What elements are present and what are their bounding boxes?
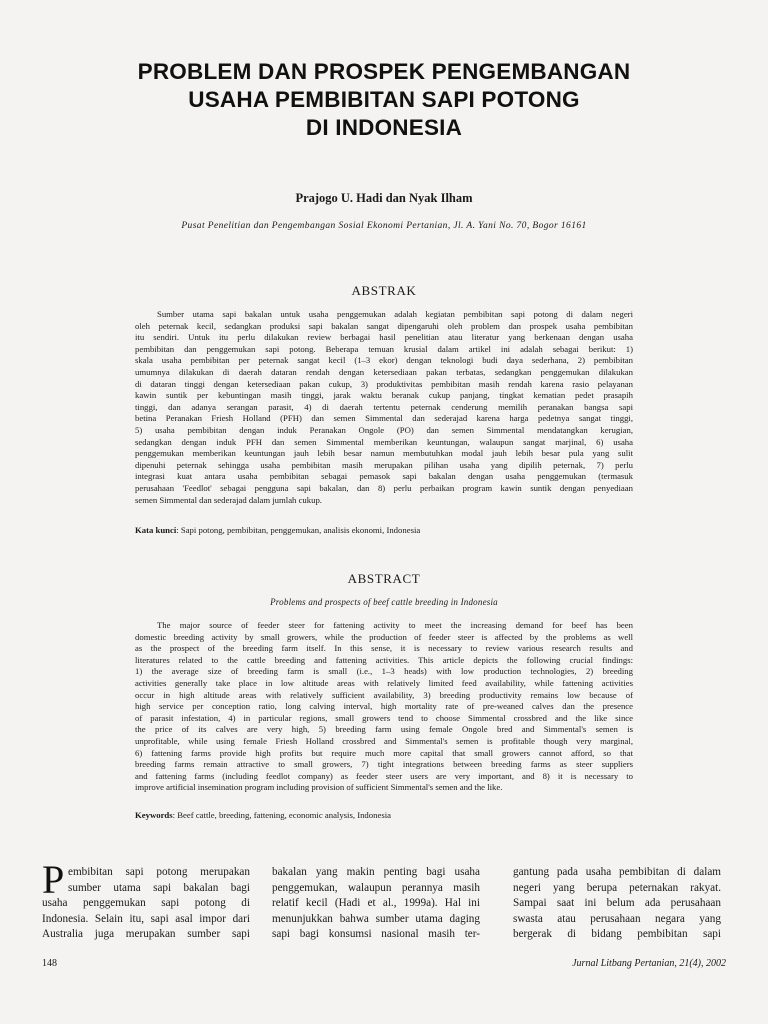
abstract-line: occur in high altitude areas with relatively sufficient availability, 3) breeding productivity remains low because of [135, 689, 633, 700]
abstract-line: the price of its calves are very high, 5) breeding farm using female Ongole bred and Simmental's semen is [135, 724, 633, 735]
abstrak-line: semen Simmental dan sederajad dalam jumlah cukup. [135, 494, 322, 505]
abstrak-line: dipenuhi peternak sehingga usaha pembibitan masih merupakan pilihan usaha yang dipilih peternak, 7) perlu [135, 459, 633, 470]
authors: Prajogo U. Hadi dan Nyak Ilham [295, 191, 473, 205]
abstrak-line: Sumber utama sapi bakalan untuk usaha penggemukan adalah kegiatan pembibitan sapi potong di dalam negeri [157, 309, 633, 319]
paper-title [60, 58, 708, 142]
abstrak-line: integrasi kuat antara usaha pembibitan sebagai pemasok sapi bakalan dengan usaha penggemukan (termasuk [135, 471, 633, 482]
abstrak-line: di dataran tinggi dengan ketersediaan pakan cukup, 3) produktivitas pembibitan masih rendah karena rasio pelayanan [135, 378, 633, 389]
body-line: Sampai saat ini belum ada perusahaan [513, 897, 721, 910]
abstract-subtitle: Problems and prospects of beef cattle breeding in Indonesia [270, 597, 498, 607]
body-line: swasta atau perusahaan negara yang [513, 912, 721, 925]
keywords-text: : Beef cattle, breeding, fattening, economic analysis, Indonesia [172, 810, 391, 820]
abstract-body [135, 620, 633, 794]
abstract-heading: ABSTRACT [347, 571, 421, 586]
abstrak-line: penggemukan memberikan keuntungan jauh lebih besar namun membutuhkan modal jauh lebih besar pula yang sulit [135, 448, 633, 459]
abstract-line: breeding farms remain attractive to small growers, 7) tight integrations between breeding farms as steer suppliers [135, 759, 633, 770]
body-column-2 [272, 865, 480, 943]
abstract-line: The major source of feeder steer for fattening activity to meet the increasing demand for beef has been [157, 620, 633, 630]
abstrak-heading: ABSTRAK [351, 283, 417, 298]
body-line: sapi bagi konsumsi nasional masih ter- [272, 928, 480, 941]
affiliation: Pusat Penelitian dan Pengembangan Sosial Ekonomi Pertanian, Jl. A. Yani No. 70, Bogor 16161 [181, 221, 587, 231]
abstrak-line: kawin suntik per kebuntingan masih tinggi, jarak waktu beranak cukup panjang, tingkat kematian pedet prasapih [135, 390, 633, 401]
abstrak-line: pembibitan dan penggemukan sapi potong. Beberapa temuan krusial dalam artikel ini adalah sebagai berikut: 1) [135, 343, 633, 354]
body-line: menunjukkan bahwa sumber utama daging [272, 912, 480, 925]
title-line: PROBLEM DAN PROSPEK PENGEMBANGAN [137, 59, 631, 84]
abstract-keywords [135, 810, 633, 820]
abstrak-line: 5) usaha pembibitan dengan induk Peranakan Ongole (PO) dan semen Simmental mendatangkan kerugian, [135, 424, 633, 435]
abstract-line: high service per conception ratio, long calving interval, high mortality rate of pre-weaned calves dan the presence [135, 701, 633, 712]
keywords-text: : Sapi potong, pembibitan, penggemukan, analisis ekonomi, Indonesia [176, 525, 421, 535]
body-line: negeri yang berupa peternakan rakyat. [513, 881, 721, 894]
keywords-label: Keywords [135, 810, 173, 820]
body-line: relatif kecil (Hadi et al., 1999a). Hal ini [272, 897, 480, 910]
abstract-line: activities generally take place in low altitude areas with relatively limited feed availability, while fattening activities [135, 677, 633, 688]
abstrak-line: umumnya dilakukan di daerah dataran rendah dengan ketersediaan pakan terbatas, sedangkan penggemukan dilakukan [135, 366, 633, 377]
title-line: USAHA PEMBIBITAN SAPI POTONG [188, 87, 580, 112]
body-line: gantung pada usaha pembibitan di dalam [513, 866, 721, 878]
abstract-line: 1) the average size of breeding farm is small (i.e., 1–3 heads) with low production technologies, 2) breeding [135, 666, 633, 677]
body-line: embibitan sapi potong merupakan [68, 866, 250, 878]
body-line: bakalan yang makin penting bagi usaha [272, 866, 480, 878]
body-line: penggemukan, walaupun perannya masih [272, 881, 480, 894]
abstrak-body [135, 309, 633, 506]
abstrak-line: betina Peranakan Friesh Holland (PFH) dan semen Simmental dan sederajad karena harga pedetnya sangat tinggi, [135, 413, 633, 424]
abstrak-line: sedangkan dengan induk PFH dan semen Simmental memberikan keuntungan, walaupun sangat marjinal, 6) usaha [135, 436, 633, 447]
body-line: sumber utama sapi bakalan bagi [68, 881, 250, 894]
abstrak-line: tinggi, dan adanya serangan parasit, 4) di daerah tertentu peternak cenderung memilih peranakan bangsa sapi [135, 401, 633, 412]
body-line: Indonesia. Selain itu, sapi asal impor dari [42, 912, 250, 925]
abstract-line: 6) fattening farms provide high profits but require much more capital that small growers cannot afford, so that [135, 747, 633, 758]
abstrak-line: perusahaan 'Feedlot' sebagai pengguna sapi bakalan, dan 8) perlu perbaikan program kawin suntik dengan penyediaan [135, 482, 633, 493]
abstrak-keywords [135, 525, 633, 535]
abstract-line: unprofitable, while using female Friesh Holland crossbred and Simmental's semen is profitable though very marginal, [135, 735, 633, 746]
title-line: DI INDONESIA [305, 115, 463, 140]
abstract-line: improve artificial insemination program including provision of sufficient Simmental's semen and the like. [135, 782, 503, 793]
abstrak-line: oleh peternak kecil, sedangkan produksi sapi bakalan sangat dipengaruhi oleh problem dan prospek usaha pembibitan [135, 320, 633, 331]
page-number: 148 [42, 958, 57, 969]
abstract-line: of parasit infestation, 4) in particular regions, small growers tend to choose Simmental crossbred and the like since [135, 712, 633, 723]
abstract-line: as the prospect of the breeding farm itself. In this sense, it is necessary to review various research results and [135, 643, 633, 654]
body-line: usaha penggemukan sapi potong di [42, 897, 250, 910]
body-column-1 [42, 865, 250, 943]
abstrak-line: itu sendiri. Untuk itu perlu dilakukan review berbagai hasil penelitian atau literatur yang berkenaan dengan usaha [135, 332, 633, 343]
abstract-line: domestic breeding activity by small growers, while the production of feeder steer is affected by the problems as well [135, 631, 633, 642]
body-line: Australia juga merupakan sumber sapi [42, 928, 250, 941]
abstrak-line: skala usaha pembibitan per peternak sangat kecil (1–3 ekor) dengan teknologi budi daya sederhana, 2) pembibitan [135, 355, 633, 366]
drop-cap: P [42, 857, 65, 902]
journal-citation: Jurnal Litbang Pertanian, 21(4), 2002 [572, 958, 726, 969]
abstract-line: literatures related to the cattle breeding and fattening activities. This article depicts the following crucial findings: [135, 654, 633, 665]
body-line: bergerak di bidang pembibitan sapi [513, 928, 721, 941]
body-column-3 [513, 865, 721, 943]
abstract-line: and fattening farms (including feedlot company) as feeder steer users are very important, and 8) it is necessary to [135, 770, 633, 781]
keywords-label: Kata kunci [135, 525, 177, 535]
